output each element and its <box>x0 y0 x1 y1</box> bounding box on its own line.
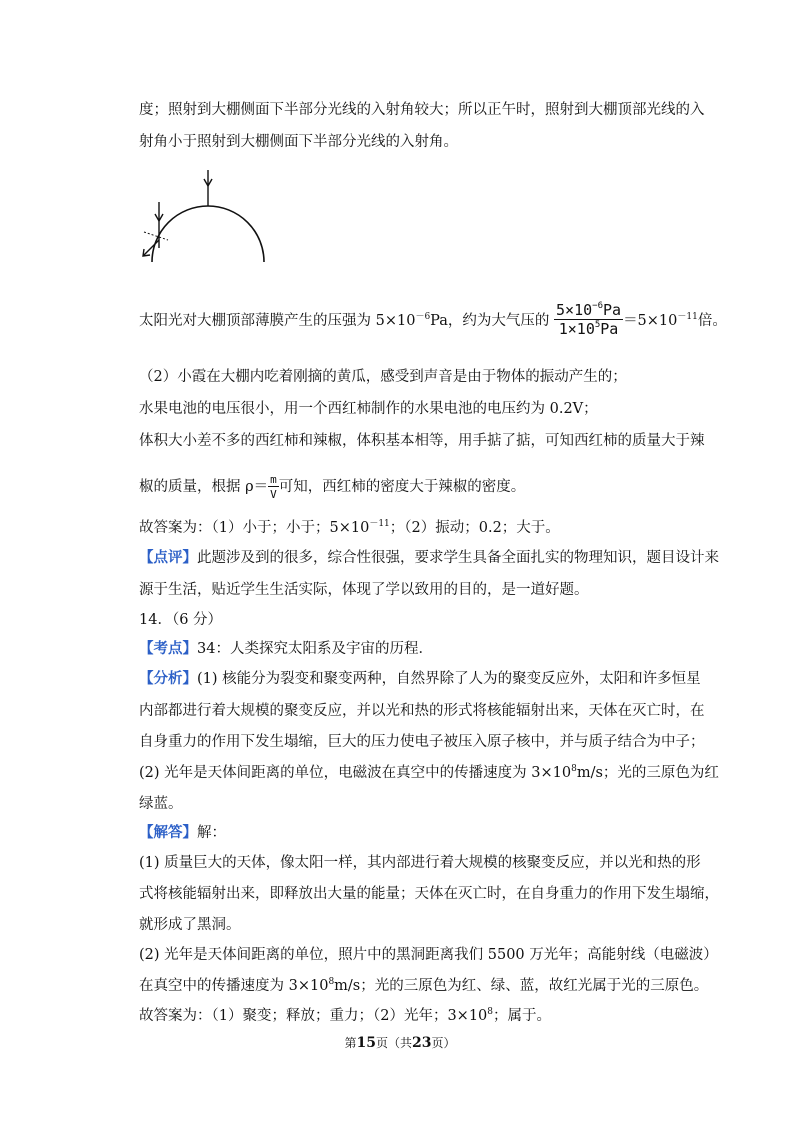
answer14-exp: 8 <box>487 1007 494 1017</box>
frac-den-a: 1×10 <box>558 320 595 338</box>
pressure-text-pre: 太阳光对大棚顶部薄膜产生的压强为 5×10 <box>139 313 416 329</box>
pressure-exp2: －11 <box>677 312 698 322</box>
reflected-ray <box>143 240 159 256</box>
pressure-line <box>139 301 727 338</box>
answer14-pre: 故答案为：（1）聚变；释放；重力；（2）光年；3×10 <box>139 1008 488 1024</box>
comment-line1 <box>139 548 719 568</box>
comment-text1: 此题涉及到的很多，综合性很强，要求学生具备全面扎实的物理知识，题目设计来 <box>197 550 719 566</box>
fenxi-line3: 自身重力的作用下发生塌缩，巨大的压力使电子被压入原子核中，并与质子结合为中子； <box>139 734 705 750</box>
page-footer <box>0 1034 800 1051</box>
part2-line2: 水果电池的电压很小，用一个西红柿制作的水果电池的电压约为 0.2V； <box>139 401 598 417</box>
footer-mid: 页（共 <box>375 1036 412 1050</box>
frac-num-a: 5×10 <box>556 301 593 319</box>
density-fraction <box>268 474 279 500</box>
para1-line1: 度；照射到大棚侧面下半部分光线的入射角较大；所以正午时，照射到大棚顶部光线的入 <box>139 102 705 118</box>
fenxi-line4 <box>139 763 719 783</box>
answer13-pre: 故答案为：（1）小于；小于；5×10 <box>139 520 370 536</box>
fenxi4-pre: (2) 光年是天体间距离的单位，电磁波在真空中的传播速度为 3×10 <box>139 765 572 781</box>
j5-post: m/s；光的三原色为红、绿、蓝，故红光属于光的三原色。 <box>334 978 709 994</box>
rho-text-post: 可知，西红柿的密度大于辣椒的密度。 <box>278 479 526 495</box>
jieda-line3: 就形成了黑洞。 <box>139 917 241 933</box>
kaodian-tag: 【考点】 <box>139 640 197 657</box>
part2-line3: 体积大小差不多的西红柿和辣椒，体积基本相等，用手掂了掂，可知西红柿的质量大于辣 <box>139 433 705 449</box>
fenxi-line5: 绿蓝。 <box>139 796 183 812</box>
jieda-tag: 【解答】 <box>139 824 197 841</box>
part2-line4 <box>139 474 525 500</box>
answer13-post: ；（2）振动；0.2；大于。 <box>389 520 560 536</box>
footer-page-number: 15 <box>356 1035 376 1051</box>
jieda-line2: 式将核能辐射出来，即释放出大量的能量；天体在灭亡时，在自身重力的作用下发生塌缩， <box>139 886 719 902</box>
j5-pre: 在真空中的传播速度为 3×10 <box>139 978 329 994</box>
frac-num-b: Pa <box>603 301 622 319</box>
jieda-line <box>139 823 226 843</box>
frac-num-exp: −6 <box>592 301 603 311</box>
footer-total-pages: 23 <box>412 1035 432 1051</box>
comment-line2: 源于生活，贴近学生生活实际，体现了学以致用的目的，是一道好题。 <box>139 582 589 598</box>
jieda-head: 解： <box>197 825 226 841</box>
pressure-fraction <box>554 303 623 337</box>
rho-text-pre: 椒的质量，根据 ρ＝ <box>139 479 269 495</box>
jieda-line5 <box>139 976 708 996</box>
kaodian-line <box>139 639 433 659</box>
fenxi4-exp: 8 <box>571 764 577 774</box>
part2-line1: （2）小霞在大棚内吃着刚摘的黄瓜，感受到声音是由于物体的振动产生的； <box>139 369 627 385</box>
fenxi-text1: (1) 核能分为裂变和聚变两种，自然界除了人为的聚变反应外，太阳和许多恒星 <box>197 671 701 687</box>
para1-line2: 射角小于照射到大棚侧面下半部分光线的入射角。 <box>139 134 458 150</box>
rho-num: m <box>270 473 277 486</box>
answer13-line <box>139 518 560 538</box>
fenxi-tag: 【分析】 <box>139 670 197 687</box>
frac-den-b: Pa <box>600 320 619 338</box>
fenxi-line2: 内部都进行着大规模的聚变反应，并以光和热的形式将核能辐射出来，天体在灭亡时，在 <box>139 703 705 719</box>
footer-post: 页） <box>431 1036 456 1050</box>
footer-pre: 第 <box>344 1036 357 1050</box>
answer13-exp: －11 <box>369 519 390 529</box>
answer14-post: ；属于。 <box>493 1008 552 1024</box>
fenxi4-post: m/s；光的三原色为红 <box>576 765 719 781</box>
answer14-line <box>139 1006 551 1026</box>
pressure-eq: ＝5×10 <box>623 313 678 329</box>
q14-header: 14．（6 分） <box>139 612 223 628</box>
kaodian-text: 34：人类探究太阳系及宇宙的历程． <box>197 641 433 657</box>
jieda-line4: (2) 光年是天体间距离的单位，照片中的黑洞距离我们 5500 万光年；高能射线（电磁波） <box>139 947 718 963</box>
jieda-line1: (1) 质量巨大的天体，像太阳一样，其内部进行着大规模的核聚变反应，并以光和热的形 <box>139 855 701 871</box>
rho-den: V <box>270 488 277 501</box>
j5-exp: 8 <box>328 977 335 987</box>
pressure-exp1: －6 <box>415 312 431 322</box>
frac-den-exp: 5 <box>594 320 601 330</box>
pressure-text-mid: Pa，约为大气压的 <box>430 313 550 329</box>
fenxi-line1 <box>139 669 701 689</box>
pressure-text-post: 倍。 <box>697 313 727 329</box>
greenhouse-arc <box>152 206 264 262</box>
comment-tag: 【点评】 <box>139 549 197 566</box>
greenhouse-diagram <box>138 170 274 266</box>
